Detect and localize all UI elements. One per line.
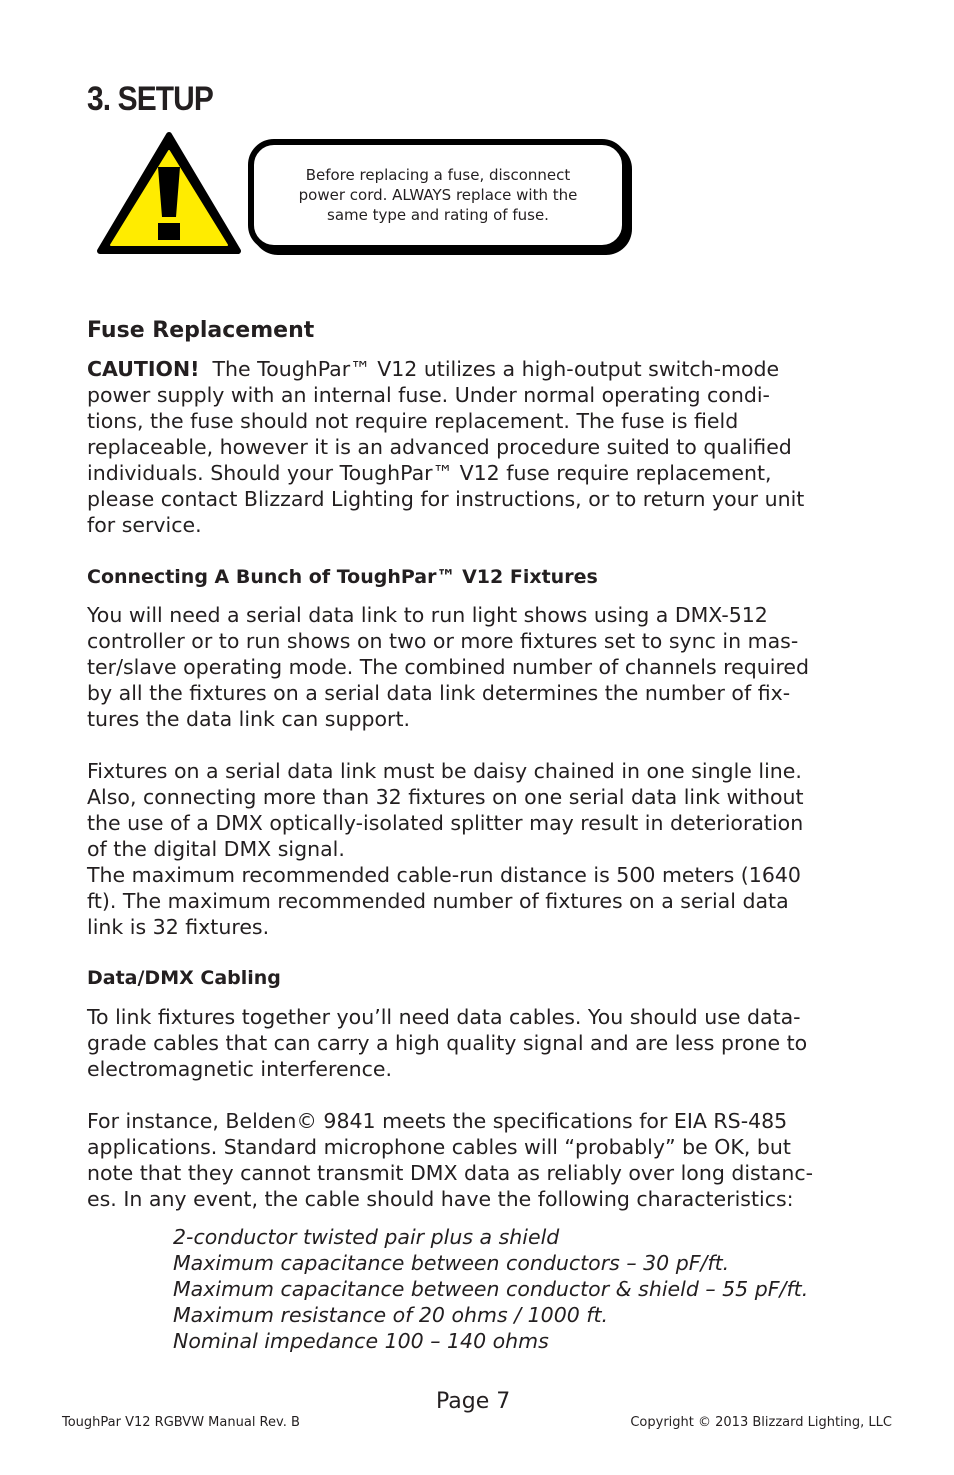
fuse-paragraph xyxy=(87,356,867,538)
text-line: the use of a DMX optically-isolated splitter may result in deterioration xyxy=(87,811,804,835)
cabling-heading: Data/DMX Cabling xyxy=(87,967,281,989)
list-item: Maximum resistance of 20 ohms / 1000 ft. xyxy=(173,1303,609,1327)
cable-spec-list xyxy=(173,1224,808,1354)
warning-line: Before replacing a fuse, disconnect xyxy=(305,166,571,184)
page-number: Page 7 xyxy=(436,1389,511,1414)
cabling-paragraph-2 xyxy=(87,1108,867,1212)
page-title: 3. SETUP xyxy=(87,80,213,118)
text-line: The ToughPar™ V12 utilizes a high-output switch-mode xyxy=(199,357,780,381)
text-line: To link fixtures together you’ll need data cables. You should use data- xyxy=(87,1005,801,1029)
text-line: Also, connecting more than 32 fixtures on one serial data link without xyxy=(87,785,804,809)
list-item: Nominal impedance 100 – 140 ohms xyxy=(173,1329,549,1353)
list-item: Maximum capacitance between conductor & shield – 55 pF/ft. xyxy=(173,1277,809,1301)
list-item: 2-conductor twisted pair plus a shield xyxy=(173,1225,560,1249)
footer-manual-title: ToughPar V12 RGBVW Manual Rev. B xyxy=(62,1415,300,1430)
text-line: You will need a serial data link to run light shows using a DMX-512 xyxy=(87,603,768,627)
text-line: link is 32 fixtures. xyxy=(87,915,270,939)
text-line: for service. xyxy=(87,513,202,537)
warning-line: power cord. ALWAYS replace with the xyxy=(298,186,578,204)
text-line: ft). The maximum recommended number of fixtures on a serial data xyxy=(87,889,789,913)
text-line: individuals. Should your ToughPar™ V12 fuse require replacement, xyxy=(87,461,772,485)
warning-triangle-icon xyxy=(96,131,242,257)
text-line: replaceable, however it is an advanced procedure suited to qualified xyxy=(87,435,792,459)
caution-label: CAUTION! xyxy=(87,357,200,381)
text-line: tures the data link can support. xyxy=(87,707,411,731)
cabling-paragraph-1 xyxy=(87,1004,867,1082)
text-line: of the digital DMX signal. xyxy=(87,837,345,861)
text-line: power supply with an internal fuse. Under normal operating condi- xyxy=(87,383,770,407)
text-line: applications. Standard microphone cables will “probably” be OK, but xyxy=(87,1135,791,1159)
text-line: controller or to run shows on two or more fixtures set to sync in mas- xyxy=(87,629,799,653)
text-line: es. In any event, the cable should have the following characteristics: xyxy=(87,1187,794,1211)
fuse-heading: Fuse Replacement xyxy=(87,318,315,343)
text-line: ter/slave operating mode. The combined number of channels required xyxy=(87,655,810,679)
warning-line: same type and rating of fuse. xyxy=(327,206,549,224)
connecting-heading: Connecting A Bunch of ToughPar™ V12 Fixtures xyxy=(87,566,598,588)
text-line: For instance, Belden© 9841 meets the specifications for EIA RS-485 xyxy=(87,1109,788,1133)
text-line: please contact Blizzard Lighting for instructions, or to return your unit xyxy=(87,487,805,511)
warning-callout xyxy=(248,139,628,251)
text-line: grade cables that can carry a high quality signal and are less prone to xyxy=(87,1031,808,1055)
text-line: tions, the fuse should not require replacement. The fuse is field xyxy=(87,409,739,433)
list-item: Maximum capacitance between conductors – 30 pF/ft. xyxy=(173,1251,730,1275)
connecting-paragraph-1 xyxy=(87,602,867,732)
text-line: by all the fixtures on a serial data link determines the number of fix- xyxy=(87,681,791,705)
connecting-paragraph-2 xyxy=(87,758,867,940)
text-line: electromagnetic interference. xyxy=(87,1057,392,1081)
footer-copyright: Copyright © 2013 Blizzard Lighting, LLC xyxy=(630,1415,892,1430)
text-line: Fixtures on a serial data link must be daisy chained in one single line. xyxy=(87,759,802,783)
text-line: note that they cannot transmit DMX data as reliably over long distanc- xyxy=(87,1161,813,1185)
text-line: The maximum recommended cable-run distance is 500 meters (1640 xyxy=(87,863,801,887)
